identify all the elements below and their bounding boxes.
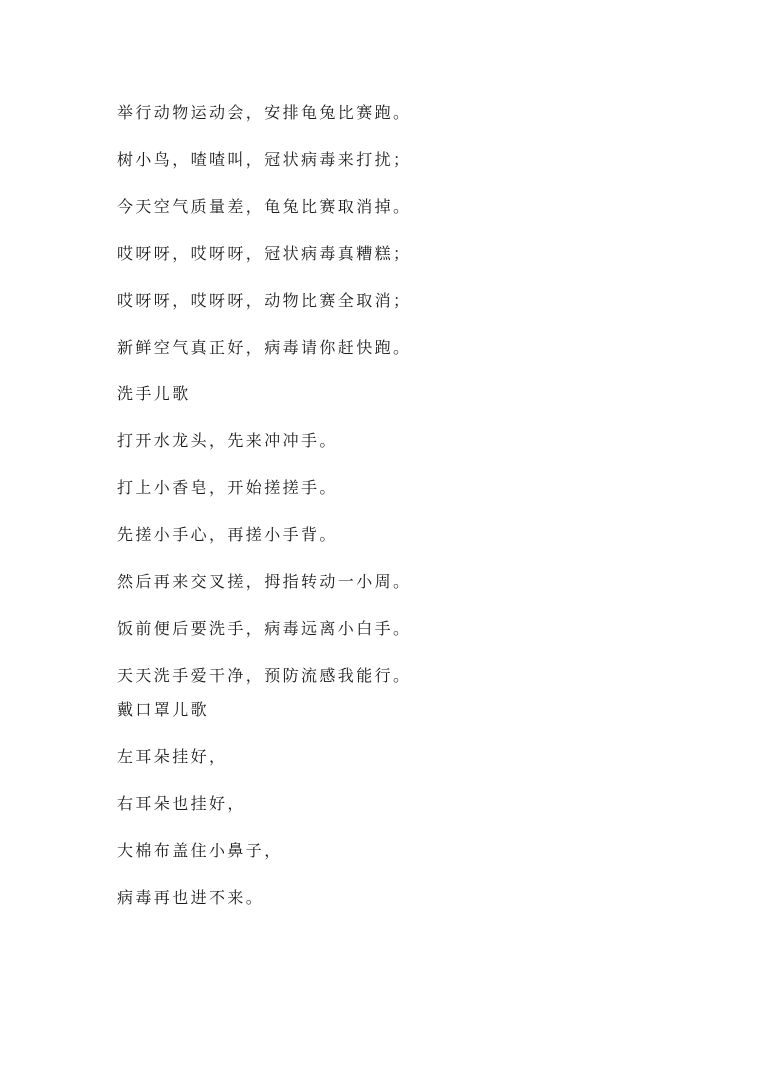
- poem-line: 今天空气质量差，龟兔比赛取消掉。: [117, 197, 412, 216]
- poem-animal-games: [117, 89, 717, 371]
- poem-line: 饭前便后要洗手，病毒远离小白手。: [117, 619, 412, 638]
- poem-line: 天天洗手爱干净，预防流感我能行。: [117, 666, 412, 685]
- poem-line: 先搓小手心，再搓小手背。: [117, 525, 338, 544]
- poem-line: 然后再来交叉搓，拇指转动一小周。: [117, 572, 412, 591]
- poem-line: 树小鸟，喳喳叫，冠状病毒来打扰；: [117, 150, 412, 169]
- poem-line: 打开水龙头，先来冲冲手。: [117, 431, 338, 450]
- poem-title: 戴口罩儿歌: [117, 700, 210, 719]
- poem-mask-wearing: [117, 686, 717, 921]
- poem-line: 左耳朵挂好，: [117, 747, 228, 766]
- poem-line: 大棉布盖住小鼻子，: [117, 841, 283, 860]
- poem-line: 哎呀呀，哎呀呀，动物比赛全取消；: [117, 291, 412, 310]
- poem-title: 洗手儿歌: [117, 384, 191, 403]
- poem-handwashing: [117, 370, 717, 699]
- poem-line: 举行动物运动会，安排龟兔比赛跑。: [117, 103, 412, 122]
- poem-line: 右耳朵也挂好，: [117, 794, 246, 813]
- poem-line: 新鲜空气真正好，病毒请你赶快跑。: [117, 338, 412, 357]
- poem-line: 哎呀呀，哎呀呀，冠状病毒真糟糕；: [117, 244, 412, 263]
- poem-line: 病毒再也进不来。: [117, 888, 265, 907]
- poem-line: 打上小香皂，开始搓搓手。: [117, 478, 338, 497]
